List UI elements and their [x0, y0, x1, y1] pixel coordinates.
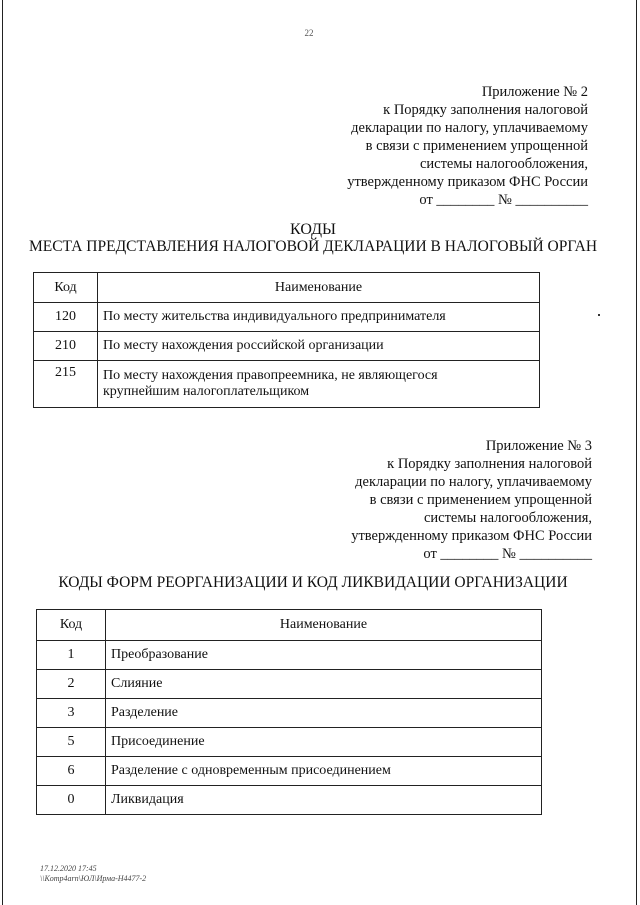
- name-cell: Преобразование: [106, 641, 542, 670]
- code-cell: 120: [34, 303, 98, 332]
- section1-subtitle: МЕСТА ПРЕДСТАВЛЕНИЯ НАЛОГОВОЙ ДЕКЛАРАЦИИ В НАЛОГОВЫЙ ОРГАН: [28, 238, 598, 255]
- code-cell: 215: [34, 361, 98, 408]
- page-number: 22: [304, 28, 314, 38]
- table-row: [34, 332, 540, 361]
- table-row: [34, 361, 540, 408]
- appendix-line: декларации по налогу, уплачиваемому: [351, 120, 588, 136]
- code-cell: 1: [37, 641, 106, 670]
- code-cell: 6: [37, 757, 106, 786]
- name-cell: По месту жительства индивидуального предпринимателя: [98, 303, 540, 332]
- appendix-line: к Порядку заполнения налоговой: [383, 102, 588, 118]
- appendix-2-header: [347, 83, 588, 209]
- table-row: [37, 670, 542, 699]
- appendix-line: утвержденному приказом ФНС России: [347, 174, 588, 190]
- table-row: [37, 786, 542, 815]
- appendix-line: системы налогообложения,: [419, 156, 588, 172]
- table-row: [37, 757, 542, 786]
- table-header-row: [37, 610, 542, 641]
- file-path: \\Komp4arn\ЮЛ\Ирма-Н4477-2: [40, 874, 147, 883]
- name-cell: Разделение: [106, 699, 542, 728]
- code-cell: 210: [34, 332, 98, 361]
- scan-edge-left: [2, 0, 3, 905]
- table-row: [37, 641, 542, 670]
- appendix-line: Приложение № 3: [485, 438, 592, 454]
- section2-title: КОДЫ ФОРМ РЕОРГАНИЗАЦИИ И КОД ЛИКВИДАЦИИ ОРГАНИЗАЦИИ: [58, 574, 568, 591]
- scan-edge-right: [636, 0, 637, 905]
- appendix-date-number-line: от ________ № __________: [423, 546, 592, 562]
- name-cell-line: крупнейшим налогоплательщиком: [103, 384, 310, 399]
- reorganization-codes-table: [36, 609, 542, 815]
- appendix-line: в связи с применением упрощенной: [365, 138, 588, 154]
- name-cell: По месту нахождения российской организации: [98, 332, 540, 361]
- section1-title: КОДЫ: [290, 221, 336, 238]
- appendix-line: к Порядку заполнения налоговой: [387, 456, 592, 472]
- print-footer: [40, 864, 146, 884]
- code-cell: 2: [37, 670, 106, 699]
- table-row: [37, 699, 542, 728]
- appendix-line: утвержденному приказом ФНС России: [351, 528, 592, 544]
- appendix-3-header: [351, 437, 592, 563]
- code-cell: 3: [37, 699, 106, 728]
- name-cell-line: По месту нахождения правопреемника, не являющегося: [103, 368, 438, 383]
- appendix-date-number-line: от ________ № __________: [419, 192, 588, 208]
- code-cell: 5: [37, 728, 106, 757]
- submission-place-codes-table: [33, 272, 540, 408]
- print-timestamp: 17.12.2020 17:45: [40, 864, 97, 873]
- appendix-line: в связи с применением упрощенной: [369, 492, 592, 508]
- name-cell: Ликвидация: [106, 786, 542, 815]
- name-cell: Присоединение: [106, 728, 542, 757]
- code-cell: 0: [37, 786, 106, 815]
- name-cell: Слияние: [106, 670, 542, 699]
- table-row: [34, 303, 540, 332]
- code-column-header: Код: [37, 610, 106, 641]
- table-header-row: [34, 273, 540, 303]
- scan-speck: [598, 314, 600, 316]
- name-column-header: Наименование: [98, 273, 540, 303]
- appendix-line: системы налогообложения,: [423, 510, 592, 526]
- appendix-line: декларации по налогу, уплачиваемому: [355, 474, 592, 490]
- name-column-header: Наименование: [106, 610, 542, 641]
- table-row: [37, 728, 542, 757]
- code-column-header: Код: [34, 273, 98, 303]
- appendix-line: Приложение № 2: [481, 84, 588, 100]
- name-cell: [98, 361, 540, 408]
- name-cell: Разделение с одновременным присоединением: [106, 757, 542, 786]
